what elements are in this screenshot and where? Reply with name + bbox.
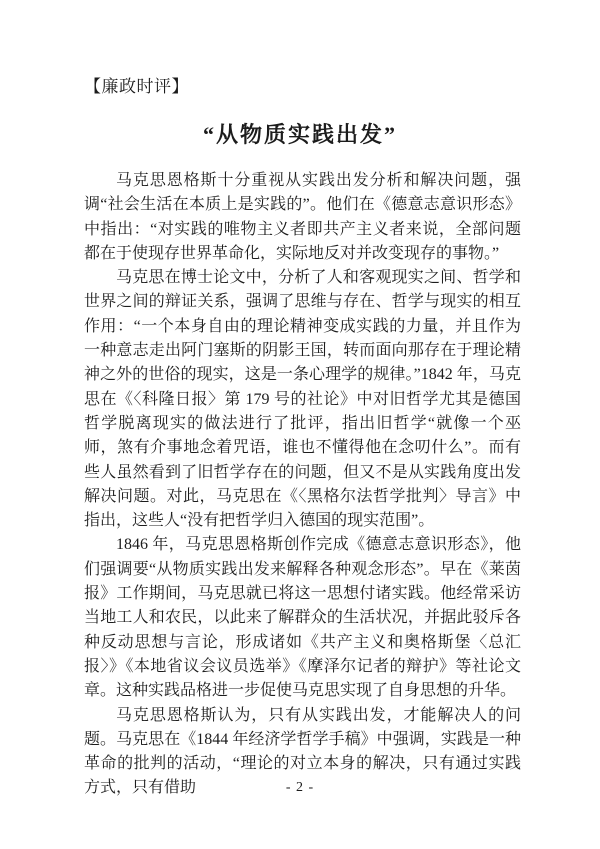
article-body <box>84 169 521 801</box>
paragraph-3: 1846 年，马克思恩格斯创作完成《德意志意识形态》，他们强调要“从物质实践出发来解释各种观念形态”。早在《莱茵报》工作期间，马克思就已将这一思想付诸实践。他经常采访当地工人和农民，以此来了解群众的生活状况，并据此驳斥各种反动思想与言论，形成诸如《共产主义和奥格斯堡〈总汇报〉》《本地省议会议员选举》《摩泽尔记者的辩护》等社论文章。这种实践品格进一步促使马克思实现了自身思想的升华。 <box>84 536 521 700</box>
paragraph-4: 马克思恩格斯认为，只有从实践出发，才能解决人的问题。马克思在《1844 年经济学哲学手稿》中强调，实践是一种革命的批判的活动，“理论的对立本身的解决，只有通过实践方式，只有借助 <box>84 706 521 797</box>
section-tag: 【廉政时评】 <box>84 77 189 96</box>
page-number: - 2 - <box>285 780 315 795</box>
paragraph-1: 马克思恩格斯十分重视从实践出发分析和解决问题，强调“社会生活在本质上是实践的”。他们在《德意志意识形态》中指出：“对实践的唯物主义者即共产主义者来说，全部问题都在于使现存世界革命化，实际地反对并改变现存的事物。” <box>84 172 521 262</box>
paragraph-2: 马克思在博士论文中，分析了人和客观现实之间、哲学和世界之间的辩证关系，强调了思维与存在、哲学与现实的相互作用：“一个本身自由的理论精神变成实践的力量，并且作为一种意志走出阿门塞斯的阴影王国，转而面向那存在于理论精神之外的世俗的现实，这是一条心理学的规律。”1842 年，马克思在《〈科隆日报〉第 179 号的社论》中对旧哲学尤其是德国哲学脱离现实的做法进行了批评，指出旧哲学“就像一个巫师，煞有介事地念着咒语，谁也不懂得他在念叨什么”。而有些人虽然看到了旧哲学存在的问题，但又不是从实践角度出发解决问题。对此，马克思在《〈黑格尔法哲学批判〉导言》中指出，这些人“没有把哲学归入德国的现实范围”。 <box>84 269 521 530</box>
page-title: “从物质实践出发” <box>202 122 397 147</box>
